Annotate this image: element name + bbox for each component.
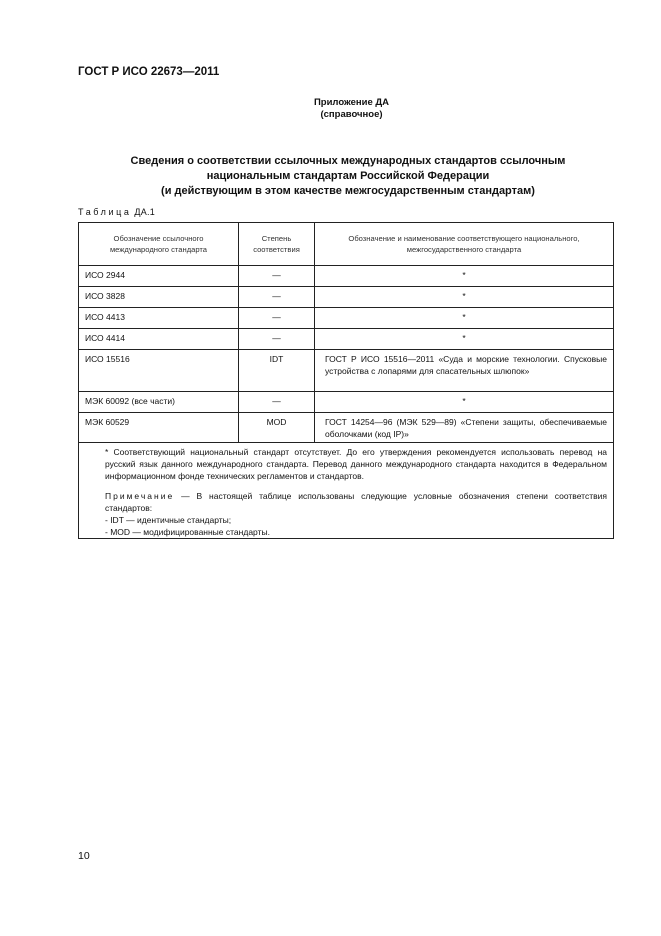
title-line-1: Сведения о соответствии ссылочных международных стандартов ссылочным <box>130 155 566 167</box>
table-row <box>79 329 614 350</box>
cell-national: * <box>315 287 614 308</box>
document-code: ГОСТ Р ИСО 22673—2011 <box>78 66 220 78</box>
note-item-idt: - IDT — идентичные стандарты; <box>105 515 232 525</box>
header-reference-standard: Обозначение ссылочного международного стандарта <box>79 223 239 266</box>
cell-national: * <box>315 308 614 329</box>
cell-reference: ИСО 2944 <box>79 266 239 287</box>
cell-national: * <box>315 266 614 287</box>
cell-degree: — <box>239 287 315 308</box>
table-notes-row <box>79 443 614 539</box>
cell-degree: — <box>239 392 315 413</box>
cell-national: ГОСТ Р ИСО 15516—2011 «Суда и морские технологии. Спусковые устройства с лопарями для спасательных шлюпок» <box>315 350 614 392</box>
cell-degree: MOD <box>239 413 315 443</box>
appendix-subtitle: (справочное) <box>320 109 383 120</box>
note-word: Примечание <box>105 491 175 501</box>
table-caption-number: ДА.1 <box>134 207 156 217</box>
cell-reference: ИСО 15516 <box>79 350 239 392</box>
cell-degree: — <box>239 308 315 329</box>
footnote: * Соответствующий национальный стандарт отсутствует. До его утверждения рекомендуется использовать перевод на русский язык данного международного стандарта. Перевод данного международного стандарта находится в Федеральном информационном фонде технических регламентов и стандартов. <box>105 447 607 481</box>
cell-degree: — <box>239 329 315 350</box>
cell-reference: ИСО 3828 <box>79 287 239 308</box>
table-row <box>79 413 614 443</box>
table-row <box>79 392 614 413</box>
table-caption <box>78 207 155 217</box>
table-row <box>79 266 614 287</box>
header-national-standard: Обозначение и наименование соответствующего национального, межгосударственного стандарта <box>315 223 614 266</box>
title-line-3: (и действующим в этом качестве межгосударственным стандартам) <box>161 185 535 197</box>
cell-reference: ИСО 4414 <box>79 329 239 350</box>
page-number: 10 <box>78 850 90 862</box>
note-item-mod: - MOD — модифицированные стандарты. <box>105 527 270 537</box>
cell-reference: МЭК 60092 (все части) <box>79 392 239 413</box>
cell-national: * <box>315 329 614 350</box>
appendix-title: Приложение ДА <box>313 97 390 108</box>
cell-degree: — <box>239 266 315 287</box>
note-text: — В настоящей таблице использованы следующие условные обозначения степени соответствия стандартов: <box>105 491 607 513</box>
appendix-heading <box>0 97 661 121</box>
table-caption-word: Таблица <box>78 207 132 217</box>
title-line-2: национальным стандартам Российской Федерации <box>206 170 490 182</box>
section-title <box>100 154 596 199</box>
correspondence-table <box>78 222 614 539</box>
table-row <box>79 308 614 329</box>
note <box>85 490 607 514</box>
cell-degree: IDT <box>239 350 315 392</box>
cell-national: * <box>315 392 614 413</box>
table-header-row <box>79 223 614 266</box>
cell-reference: МЭК 60529 <box>79 413 239 443</box>
cell-national: ГОСТ 14254—96 (МЭК 529—89) «Степени защиты, обеспечиваемые оболочками (код IP)» <box>315 413 614 443</box>
cell-reference: ИСО 4413 <box>79 308 239 329</box>
header-degree: Степень соответствия <box>239 223 315 266</box>
table-notes <box>79 443 614 539</box>
table-row <box>79 350 614 392</box>
table-row <box>79 287 614 308</box>
